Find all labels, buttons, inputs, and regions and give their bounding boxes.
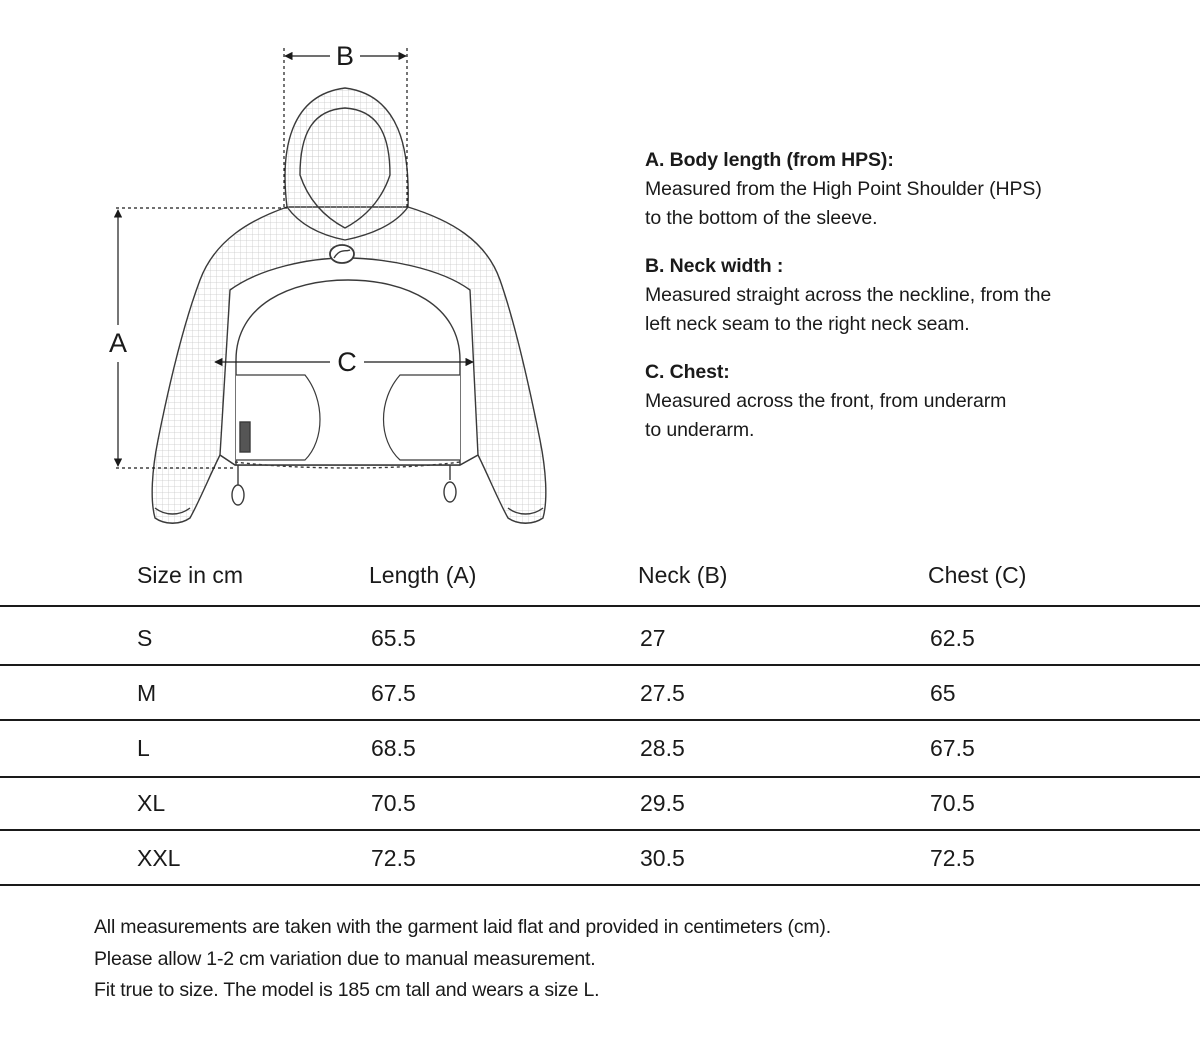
cell-chest: 65 [930, 680, 956, 706]
header-chest: Chest (C) [928, 562, 1027, 588]
table-row [0, 788, 1200, 818]
cell-neck: 29.5 [640, 790, 685, 816]
description-title: B. Neck width : [645, 255, 784, 277]
cell-length: 65.5 [371, 625, 416, 651]
cell-size: M [137, 680, 157, 706]
cell-chest: 70.5 [930, 790, 975, 816]
cell-neck: 27 [640, 625, 666, 651]
description-line: to the bottom of the sleeve. [645, 207, 878, 229]
table-row [0, 843, 1200, 873]
note-fit: Fit true to size. The model is 185 cm tall and wears a size L. [94, 979, 600, 1001]
cell-neck: 30.5 [640, 845, 685, 871]
dimension-label-b: B [335, 41, 355, 71]
dimension-label-c: C [337, 347, 357, 377]
description-title: C. Chest: [645, 361, 730, 383]
table-divider [0, 829, 1200, 831]
table-divider [0, 664, 1200, 666]
cell-neck: 28.5 [640, 735, 685, 761]
table-row [0, 678, 1200, 708]
table-divider [0, 776, 1200, 778]
table-divider [0, 719, 1200, 721]
table-row [0, 623, 1200, 653]
cell-chest: 62.5 [930, 625, 975, 651]
cell-neck: 27.5 [640, 680, 685, 706]
cell-length: 72.5 [371, 845, 416, 871]
cell-length: 70.5 [371, 790, 416, 816]
cell-length: 68.5 [371, 735, 416, 761]
cell-size: XXL [137, 845, 181, 871]
description-line: left neck seam to the right neck seam. [645, 313, 970, 335]
table-divider [0, 884, 1200, 886]
description-line: Measured straight across the neckline, from the [645, 284, 1052, 306]
dimension-label-a: A [108, 328, 128, 358]
table-divider [0, 605, 1200, 607]
hoodie-diagram [0, 0, 600, 545]
description-chest [645, 358, 1165, 445]
table-row [0, 733, 1200, 763]
cell-size: XL [137, 790, 166, 816]
description-body-length [645, 146, 1165, 233]
size-table-header [0, 560, 1200, 590]
hoodie-illustration [152, 88, 546, 523]
note-variation: Please allow 1-2 cm variation due to manual measurement. [94, 948, 596, 970]
header-length: Length (A) [369, 562, 477, 588]
cell-chest: 67.5 [930, 735, 975, 761]
description-line: Measured across the front, from underarm [645, 390, 1007, 412]
cell-chest: 72.5 [930, 845, 975, 871]
description-line: to underarm. [645, 419, 755, 441]
header-size: Size in cm [137, 562, 244, 588]
cell-length: 67.5 [371, 680, 416, 706]
description-neck-width [645, 252, 1165, 339]
note-measurement-method: All measurements are taken with the garment laid flat and provided in centimeters (cm). [94, 916, 831, 938]
cell-size: S [137, 625, 153, 651]
header-neck: Neck (B) [638, 562, 728, 588]
cell-size: L [137, 735, 150, 761]
description-title: A. Body length (from HPS): [645, 149, 894, 171]
description-line: Measured from the High Point Shoulder (HPS) [645, 178, 1042, 200]
